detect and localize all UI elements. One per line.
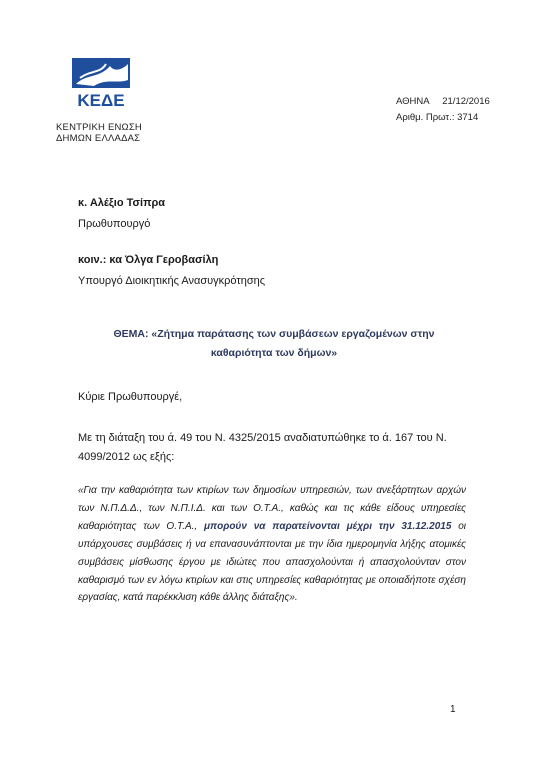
kede-logo [70,58,132,110]
recipient-title: Πρωθυπουργό [78,218,151,230]
intro-paragraph [78,429,466,467]
city: ΑΘΗΝΑ [396,96,430,107]
date-block [396,94,490,126]
subject-line-1: ΘΕΜΑ: «Ζήτημα παράτασης των συμβάσεων εργαζομένων στην [113,328,435,340]
cc-title: Υπουργό Διοικητικής Ανασυγκρότησης [78,275,266,287]
subject [78,325,470,363]
subject-line-2: καθαριότητα των δήμων» [210,347,338,359]
quote-part-2: οι υπάρχουσες συμβάσεις ή να επανασυνάπτονται με την ίδια ημερομηνία λήξης ατομικές συμβάσεις μίσθωσης έργου με ιδιώτες που απασχολούνται ή απασχολούνταν στον καθαρισμό των εν λόγω κτιρίων και στις υπηρεσίες καθαριότητας με οποιαδήποτε σχέση εργασίας, κατά παρέκκλιση κάθε άλλης διάταξης». [78,520,466,604]
svg-text:ΚΕΔΕ: ΚΕΔΕ [77,91,125,110]
intro-line-1: Με τη διάταξη του ά. 49 του Ν. 4325/2015 αναδιατυπώθηκε το ά. 167 του Ν. [78,432,447,444]
salutation: Κύριε Πρωθυπουργέ, [78,391,183,403]
cc-name: κοιν.: κα Όλγα Γεροβασίλη [78,254,219,266]
date: 21/12/2016 [442,96,490,107]
organization-name [56,122,142,144]
protocol-label: Αριθμ. Πρωτ.: [396,112,455,123]
protocol-number: 3714 [457,112,479,123]
recipient-name: κ. Αλέξιο Τσίπρα [78,197,166,209]
intro-line-2: 4099/2012 ως εξής: [78,451,175,463]
org-line-1: ΚΕΝΤΡΙΚΗ ΕΝΩΣΗ [56,122,142,133]
page-number: 1 [450,704,456,715]
org-line-2: ΔΗΜΩΝ ΕΛΛΑΔΑΣ [56,133,141,144]
quoted-provision [78,482,466,607]
quote-emphasis: μπορούν να παρατείνονται μέχρι την 31.12.2015 [204,520,452,532]
quote-part-1: «Για την καθαριότητα των κτιρίων των δημοσίων υπηρεσιών, των ανεξάρτητων αρχών των Ν.Π.Δ.Δ., των Ν.Π.Ι.Δ. και των Ο.Τ.Α., καθώς και τις κάθε είδους υπηρεσίες καθαριότητας των Ο.Τ.Α., [78,485,466,532]
